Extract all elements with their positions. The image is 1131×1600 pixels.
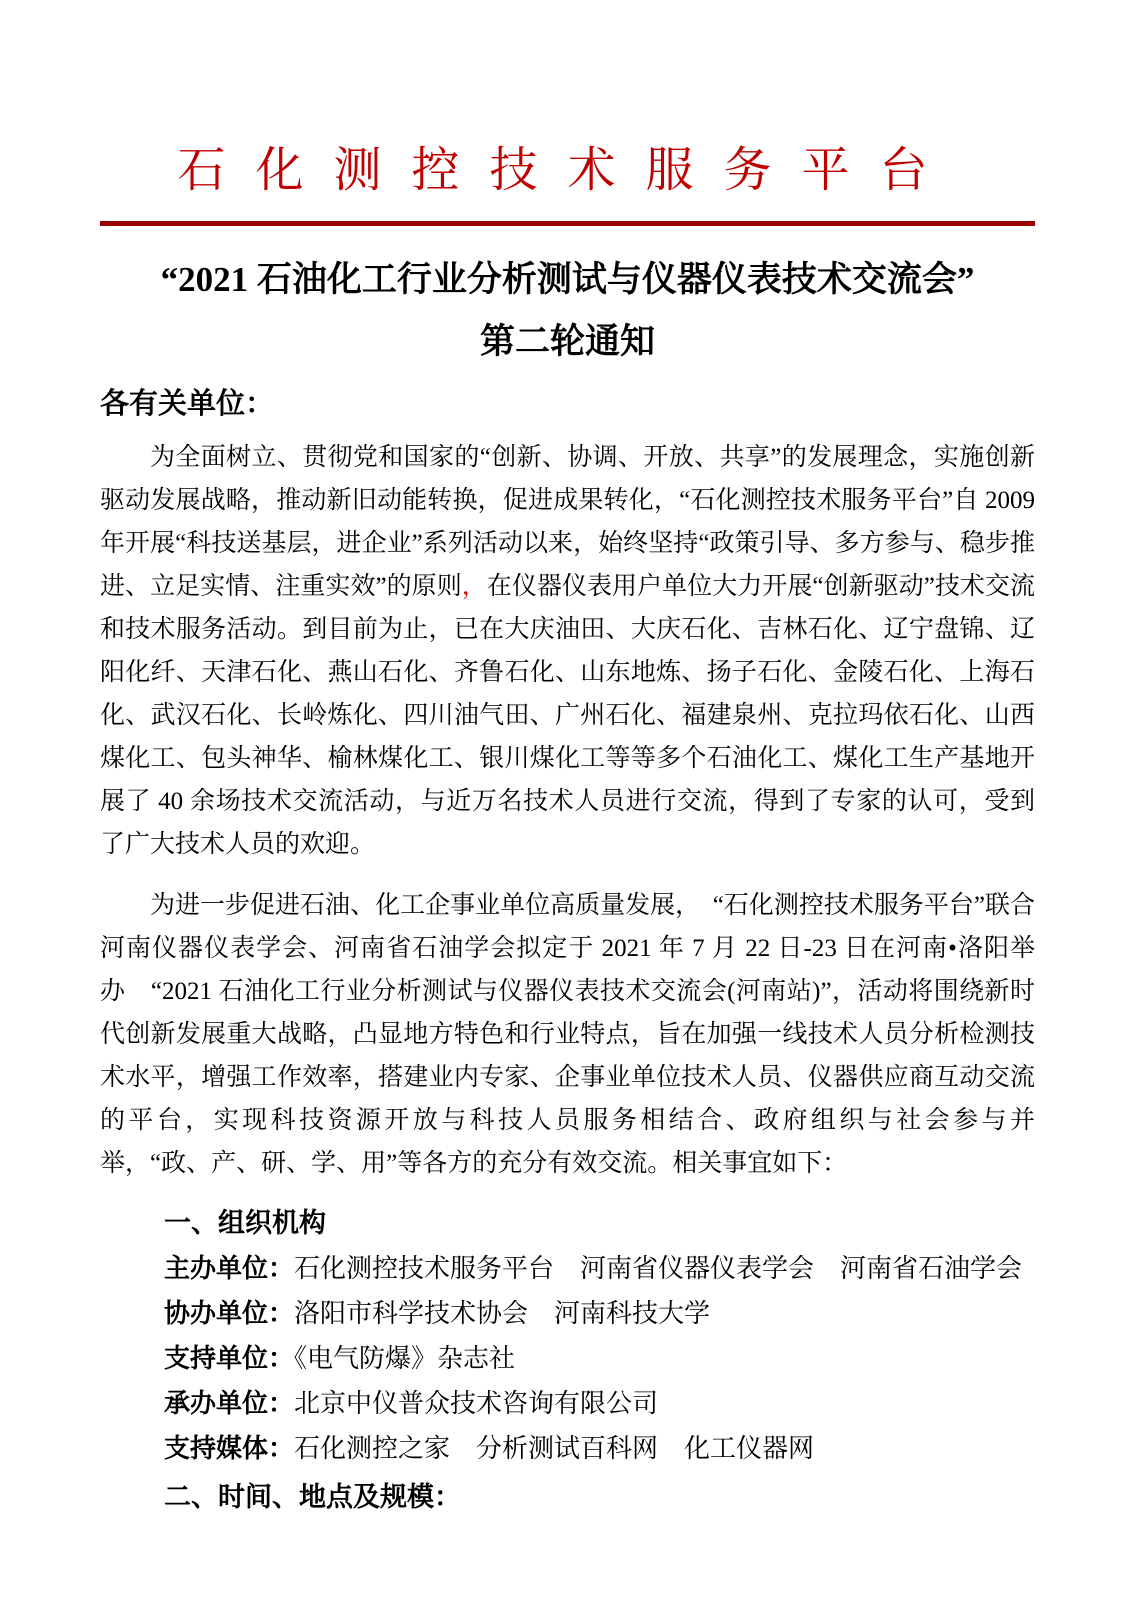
org-item-supporter-label: 支持单位： (164, 1342, 295, 1373)
org-item-host (164, 1246, 1035, 1291)
salutation: 各有关单位： (100, 388, 275, 421)
org-item-organizer-value: 北京中仪普众技术咨询有限公司 (294, 1388, 659, 1418)
section-heading-organization: 一、组织机构 (164, 1207, 326, 1238)
org-item-supporter-value: 《电气防爆》杂志社 (294, 1343, 516, 1373)
section-heading-time-place-scale: 二、时间、地点及规模： (164, 1481, 461, 1512)
org-item-organizer (164, 1381, 1035, 1426)
org-item-media-value: 石化测控之家 分析测试百科网 化工仪器网 (294, 1433, 815, 1463)
paragraph-1-red-comma: ， (461, 572, 487, 600)
org-item-cohost-value: 洛阳市科学技术协会 河南科技大学 (294, 1298, 711, 1328)
org-item-organizer-label: 承办单位： (164, 1387, 295, 1418)
paragraph-1 (100, 436, 1035, 866)
org-item-supporter (164, 1336, 1035, 1381)
red-divider-rule (100, 221, 1035, 226)
paragraph-1-text-after-red-comma: 在仪器仪表用户单位大力开展“创新驱动”技术交流和技术服务活动。到目前为止，已在大庆油田、大庆石化、吉林石化、辽宁盘锦、辽阳化纤、天津石化、燕山石化、齐鲁石化、山东地炼、扬子石化、金陵石化、上海石化、武汉石化、长岭炼化、四川油气田、广州石化、福建泉州、克拉玛依石化、山西煤化工、包头神华、榆林煤化工、银川煤化工等等多个石油化工、煤化工生产基地开展了 40 余场技术交流活动，与近万名技术人员进行交流，得到了专家的认可，受到了广大技术人员的欢迎。 (100, 572, 1035, 858)
masthead-title: 石化测控技术服务平台 (177, 144, 958, 197)
document-subtitle: 第二轮通知 (479, 322, 655, 362)
paragraph-2: 为进一步促进石油、化工企事业单位高质量发展， “石化测控技术服务平台”联合河南仪器仪表学会、河南省石油学会拟定于 2021 年 7 月 22 日-23 日在河南•洛阳举办 “2021 石油化工行业分析测试与仪器仪表技术交流会(河南站)”，活动将围绕新时代创新发展重大战略，凸显地方特色和行业特点，旨在加强一线技术人员分析检测技术水平，增强工作效率，搭建业内专家、企事业单位技术人员、仪器供应商互动交流的平台，实现科技资源开放与科技人员服务相结合、政府组织与社会参与并举，“政、产、研、学、用”等各方的充分有效交流。相关事宜如下： (100, 891, 1035, 1177)
paragraph-1-text-before-red-comma: 为全面树立、贯彻党和国家的“创新、协调、开放、共享”的发展理念，实施创新驱动发展战略，推动新旧动能转换，促进成果转化，“石化测控技术服务平台”自 2009 年开展“科技送基层，进企业”系列活动以来，始终坚持“政策引导、多方参与、稳步推进、立足实情、注重实效”的原则 (100, 443, 1035, 600)
org-item-media (164, 1426, 1035, 1471)
org-item-cohost-label: 协办单位： (164, 1297, 295, 1328)
org-item-cohost (164, 1291, 1035, 1336)
org-item-media-label: 支持媒体： (164, 1432, 295, 1463)
document-title: “2021 石油化工行业分析测试与仪器仪表技术交流会” (160, 260, 975, 300)
org-item-host-label: 主办单位： (164, 1252, 295, 1283)
organization-list (164, 1246, 1035, 1471)
org-item-host-value: 石化测控技术服务平台 河南省仪器仪表学会 河南省石油学会 (294, 1253, 1023, 1283)
